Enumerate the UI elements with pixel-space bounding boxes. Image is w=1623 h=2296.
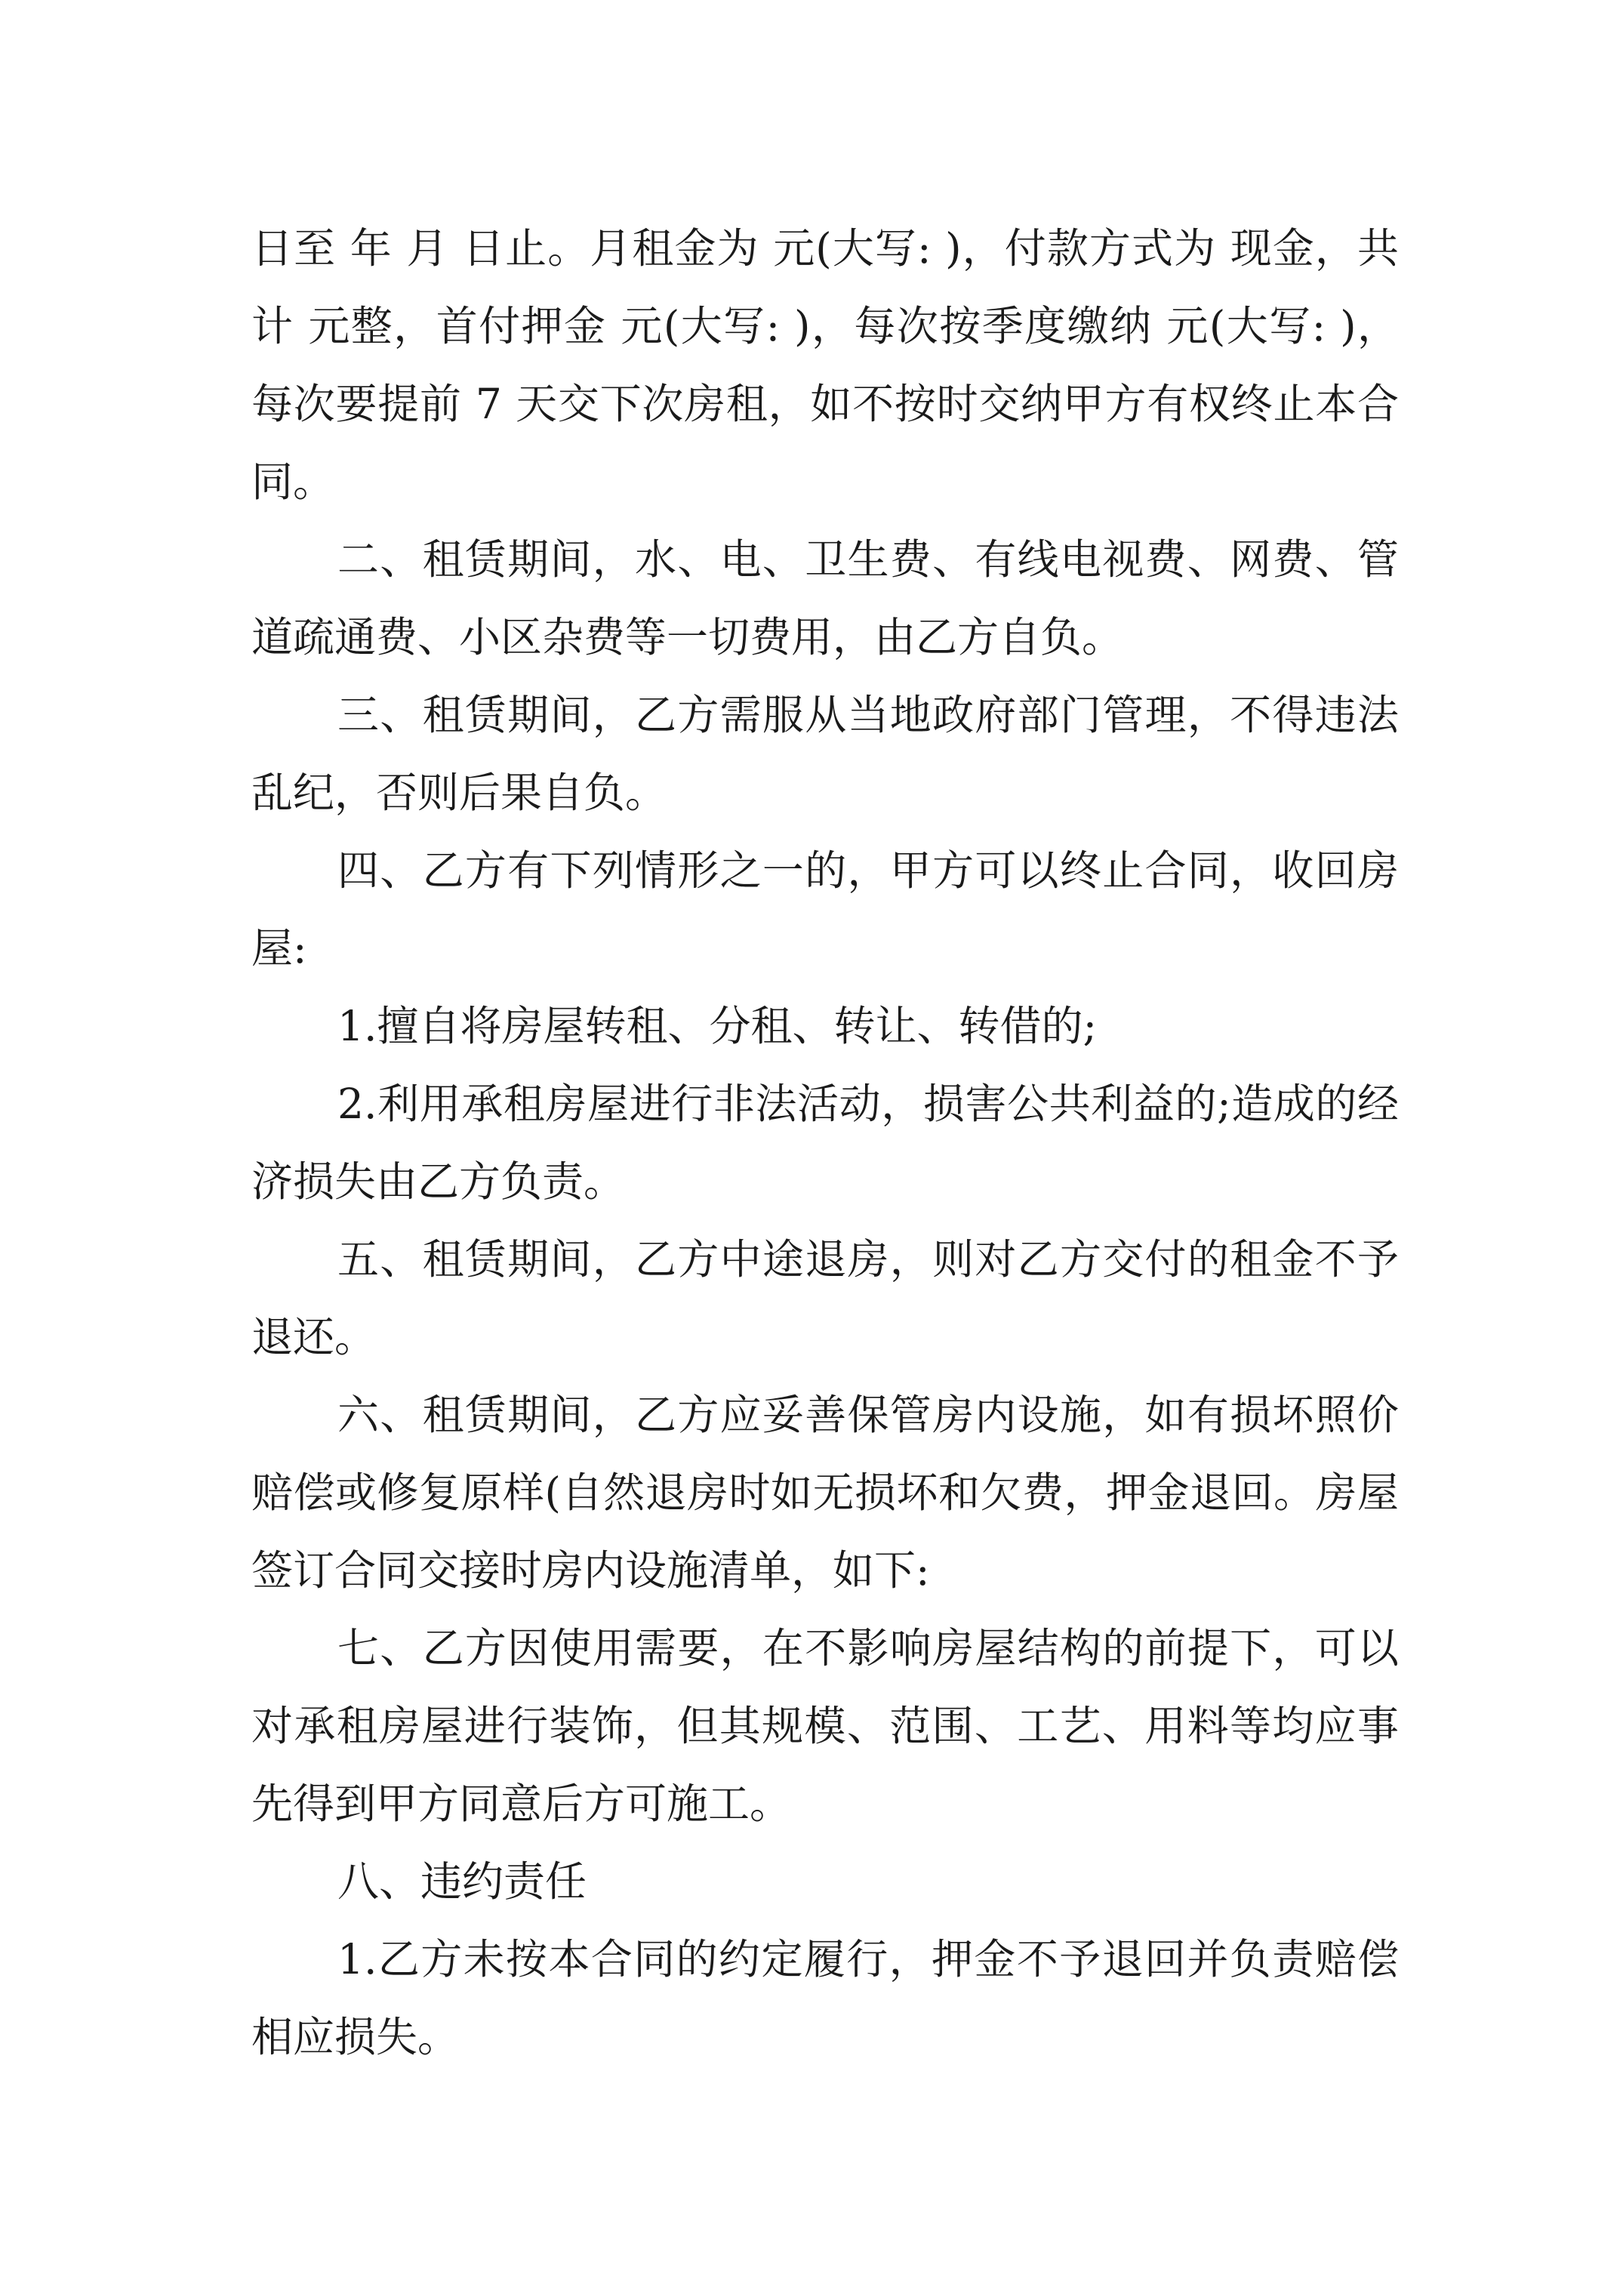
paragraph-clause-6: 六、租赁期间，乙方应妥善保管房内设施，如有损坏照价赔偿或修复原样(自然退房时如无损坏和欠费，押金退回。房屋签订合同交接时房内设施清单，如下: [251, 1391, 1399, 1595]
contract-body [251, 210, 1399, 2076]
paragraph-rent-terms: 日至 年 月 日止。月租金为 元(大写: )，付款方式为 现金，共计 元整，首付押金 元(大写: )，每次按季度缴纳 元(大写: )，每次要提前 7 天交下次房租，如不按时交纳甲方有权终止本合同。 [251, 224, 1399, 506]
paragraph-clause-2: 二、租赁期间，水、电、卫生费、有线电视费、网费、管道疏通费、小区杂费等一切费用，由乙方自负。 [251, 535, 1399, 661]
paragraph-clause-3: 三、租赁期间，乙方需服从当地政府部门管理，不得违法乱纪，否则后果自负。 [251, 691, 1399, 817]
paragraph-clause-4: 四、乙方有下列情形之一的，甲方可以终止合同，收回房屋: [251, 846, 1399, 972]
paragraph-clause-8-item-1: 1.乙方未按本合同的约定履行，押金不予退回并负责赔偿相应损失。 [251, 1935, 1399, 2061]
paragraph-clause-8-heading: 八、违约责任 [337, 1857, 587, 1906]
paragraph-clause-5: 五、租赁期间，乙方中途退房，则对乙方交付的租金不予退还。 [251, 1235, 1399, 1361]
paragraph-clause-4-item-1: 1.擅自将房屋转租、分租、转让、转借的; [337, 1002, 1098, 1050]
paragraph-clause-7: 七、乙方因使用需要，在不影响房屋结构的前提下，可以对承租房屋进行装饰，但其规模、范围、工艺、用料等均应事先得到甲方同意后方可施工。 [251, 1624, 1399, 1828]
paragraph-clause-4-item-2: 2.利用承租房屋进行非法活动，损害公共利益的;造成的经济损失由乙方负责。 [251, 1080, 1399, 1206]
